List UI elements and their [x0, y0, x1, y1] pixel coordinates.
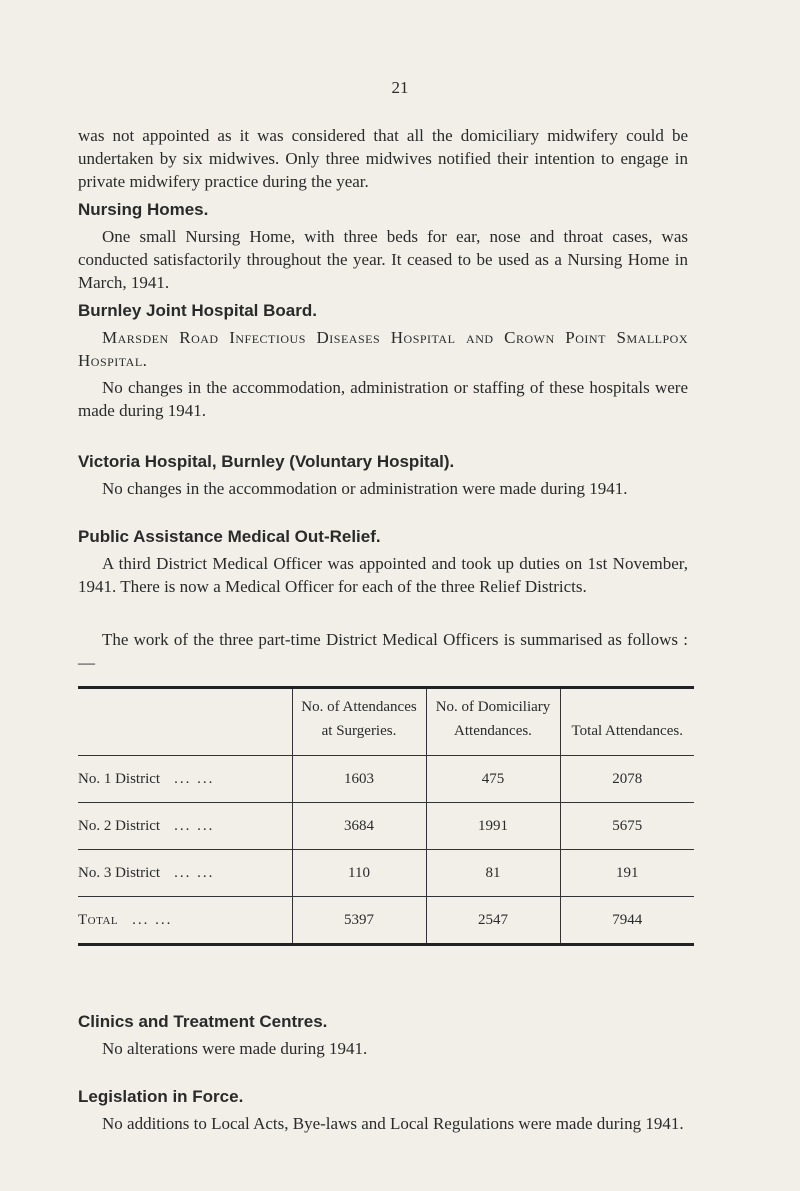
- row-label: [78, 756, 292, 803]
- cell-total: 2078: [560, 756, 694, 803]
- leader-dots: ... ...: [174, 817, 215, 834]
- attendance-table: [78, 686, 694, 946]
- cell-surgeries: 110: [292, 850, 426, 897]
- nursing-homes-text: One small Nursing Home, with three beds for ear, nose and throat cases, was conducted satisfactorily throughout the year. It ceased to be used as a Nursing Home in March, 1941.: [78, 227, 688, 292]
- victoria-heading: Victoria Hospital, Burnley (Voluntary Hospital).: [78, 452, 455, 471]
- clinics-text: No alterations were made during 1941.: [102, 1039, 368, 1058]
- cell-surgeries: 1603: [292, 756, 426, 803]
- header-total: Total Attendances.: [560, 688, 694, 756]
- public-assistance-heading: Public Assistance Medical Out-Relief.: [78, 527, 381, 546]
- header-blank: [78, 688, 292, 756]
- row-label-text: No. 1 District: [78, 770, 161, 787]
- table-row-total: [78, 897, 694, 945]
- header-domiciliary: No. of Domiciliary Attendances.: [426, 688, 560, 756]
- leader-dots: ... ...: [174, 770, 215, 787]
- cell-surgeries: 5397: [292, 897, 426, 945]
- cell-total: 5675: [560, 803, 694, 850]
- public-assistance-text: A third District Medical Officer was appointed and took up duties on 1st November, 1941. There is now a Medical Officer for each of the three Relief Districts.: [78, 554, 688, 596]
- row-label-text: Total: [78, 911, 119, 928]
- legislation-heading: Legislation in Force.: [78, 1087, 244, 1106]
- cell-domiciliary: 475: [426, 756, 560, 803]
- cell-total: 191: [560, 850, 694, 897]
- burnley-joint-text: No changes in the accommodation, administration or staffing of these hospitals were made during 1941.: [78, 378, 688, 420]
- victoria-text: No changes in the accommodation or administration were made during 1941.: [102, 479, 628, 498]
- page-number: 21: [391, 78, 409, 97]
- cell-domiciliary: 81: [426, 850, 560, 897]
- cell-surgeries: 3684: [292, 803, 426, 850]
- nursing-homes-heading: Nursing Homes.: [78, 200, 209, 219]
- row-label: [78, 803, 292, 850]
- row-label-text: No. 3 District: [78, 864, 161, 881]
- table-row: [78, 850, 694, 897]
- cell-total: 7944: [560, 897, 694, 945]
- intro-paragraph: was not appointed as it was considered that all the domiciliary midwifery could be undertaken by six midwives. Only three midwives notified their intention to engage in private midwifery practice during the year.: [78, 126, 688, 191]
- summary-intro: The work of the three part-time District Medical Officers is summarised as follows :—: [78, 630, 688, 672]
- cell-domiciliary: 2547: [426, 897, 560, 945]
- burnley-joint-heading: Burnley Joint Hospital Board.: [78, 301, 317, 320]
- header-surgeries: No. of Attendances at Surgeries.: [292, 688, 426, 756]
- table-row: [78, 756, 694, 803]
- clinics-heading: Clinics and Treatment Centres.: [78, 1012, 328, 1031]
- row-label: [78, 897, 292, 945]
- table-row: [78, 803, 694, 850]
- table-header-row: [78, 688, 694, 756]
- row-label: [78, 850, 292, 897]
- row-label-text: No. 2 District: [78, 817, 161, 834]
- cell-domiciliary: 1991: [426, 803, 560, 850]
- legislation-text: No additions to Local Acts, Bye-laws and Local Regulations were made during 1941.: [102, 1114, 684, 1133]
- leader-dots: ... ...: [174, 864, 215, 881]
- burnley-joint-subheading: Marsden Road Infectious Diseases Hospital and Crown Point Smallpox Hospital.: [78, 328, 688, 370]
- leader-dots: ... ...: [132, 911, 173, 928]
